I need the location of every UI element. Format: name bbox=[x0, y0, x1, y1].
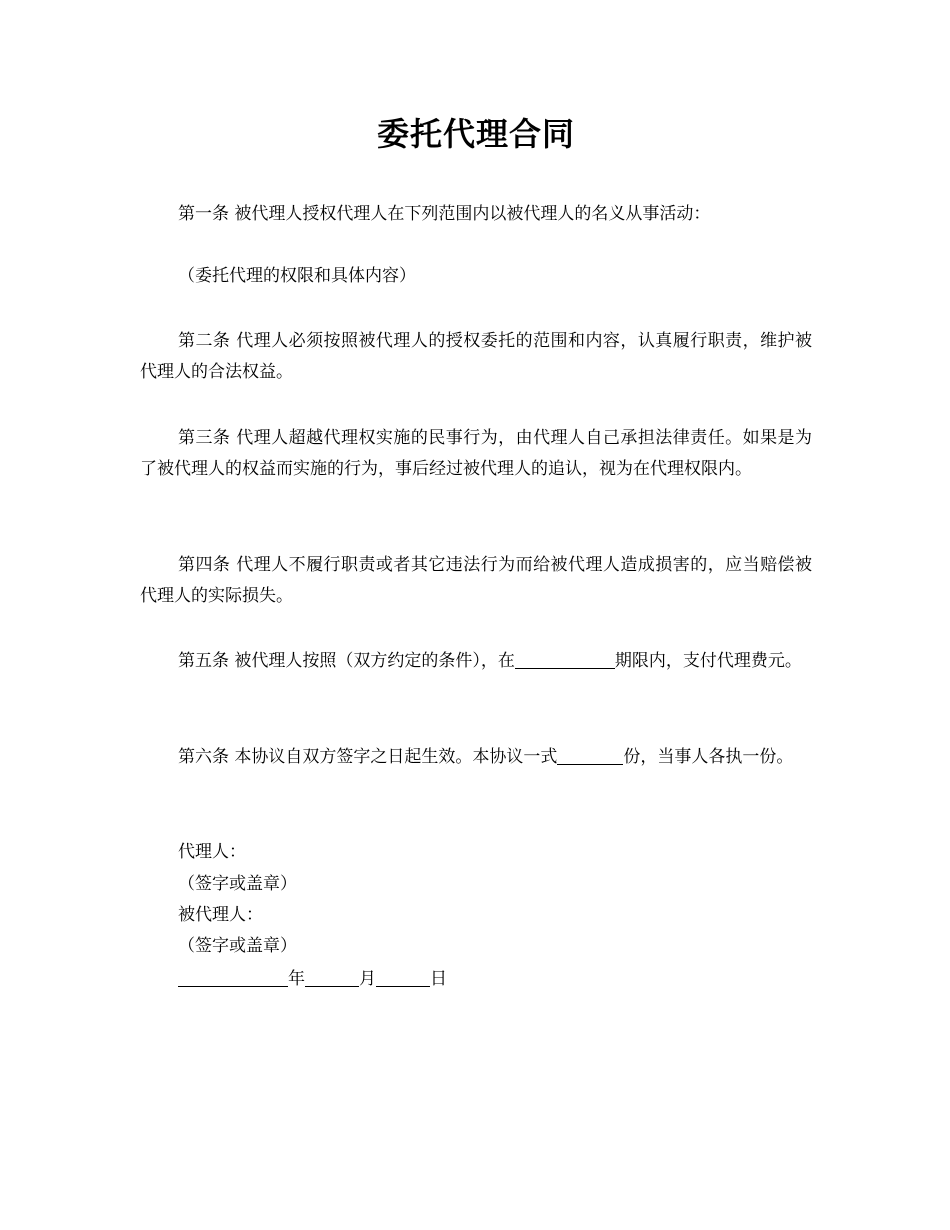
article-5 bbox=[140, 646, 812, 677]
article-6-text-end: 份，当事人各执一份。 bbox=[623, 747, 794, 767]
article-5-text-start: 第五条 被代理人按照（双方约定的条件），在 bbox=[178, 651, 515, 671]
day-label: 日 bbox=[430, 969, 447, 989]
article-4: 第四条 代理人不履行职责或者其它违法行为而给被代理人造成损害的，应当赔偿被代理人的实际损失。 bbox=[140, 555, 812, 606]
article-6-text-start: 第六条 本协议自双方签字之日起生效。本协议一式 bbox=[178, 747, 558, 767]
scope-note: （委托代理的权限和具体内容） bbox=[178, 266, 416, 286]
article-1: 第一条 被代理人授权代理人在下列范围内以被代理人的名义从事活动： bbox=[178, 204, 711, 224]
article-6 bbox=[140, 742, 812, 773]
date-line bbox=[178, 964, 447, 995]
period-blank bbox=[515, 650, 615, 669]
copies-blank bbox=[557, 746, 623, 765]
month-blank bbox=[305, 968, 359, 987]
article-2: 第二条 代理人必须按照被代理人的授权委托的范围和内容，认真履行职责，维护被代理人的合法权益。 bbox=[140, 331, 812, 382]
article-3: 第三条 代理人超越代理权实施的民事行为，由代理人自己承担法律责任。如果是为了被代理人的权益而实施的行为，事后经过被代理人的追认，视为在代理权限内。 bbox=[140, 428, 812, 479]
principal-label: 被代理人： bbox=[178, 905, 263, 925]
agent-signature-note: （签字或盖章） bbox=[178, 874, 297, 894]
year-blank bbox=[178, 968, 288, 987]
day-blank bbox=[376, 968, 430, 987]
document-title: 委托代理合同 bbox=[376, 115, 575, 153]
month-label: 月 bbox=[359, 969, 376, 989]
agent-label: 代理人： bbox=[178, 842, 246, 862]
article-5-text-end: 期限内，支付代理费元。 bbox=[614, 651, 802, 671]
principal-signature-note: （签字或盖章） bbox=[178, 936, 297, 956]
year-label: 年 bbox=[288, 969, 305, 989]
